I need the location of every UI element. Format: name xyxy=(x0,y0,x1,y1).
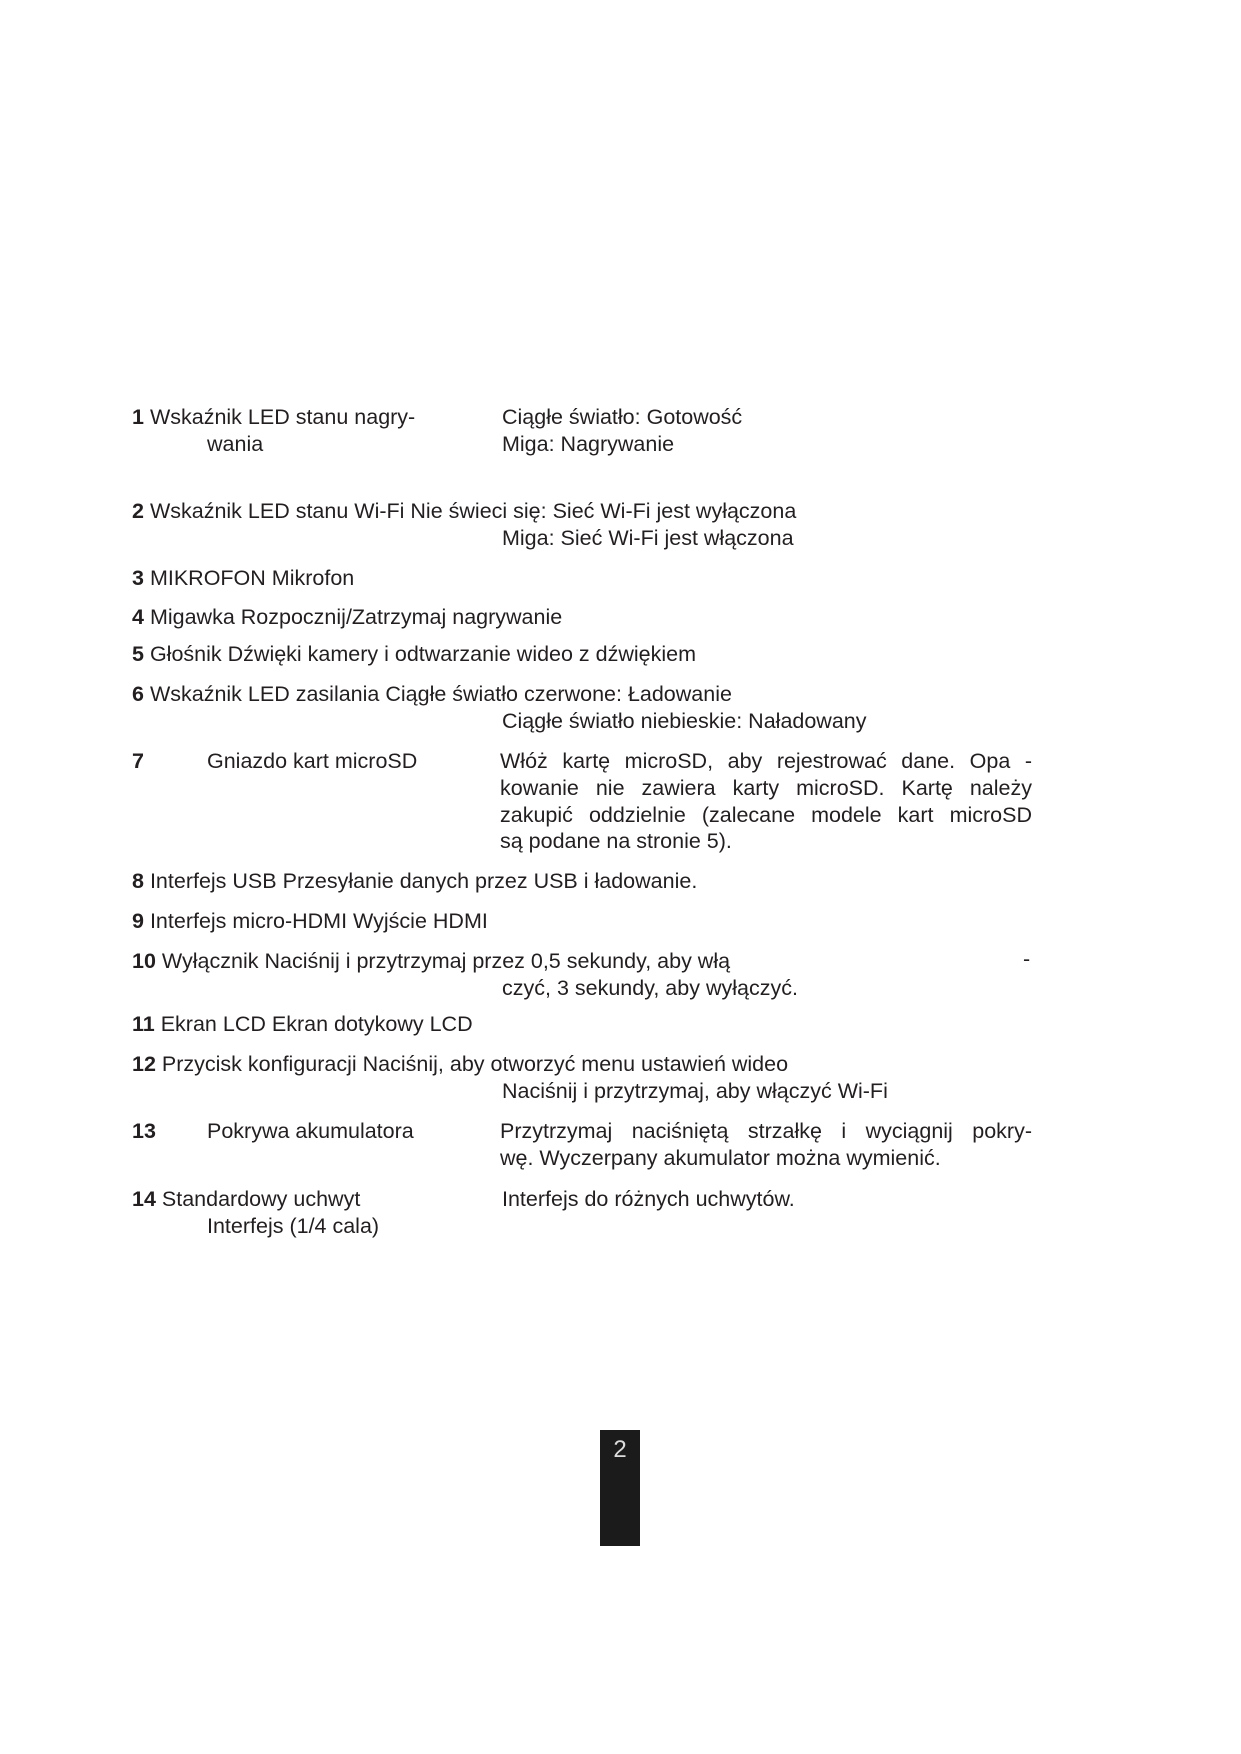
item-label: Przycisk konfiguracji xyxy=(161,1052,357,1076)
item-description: Naciśnij, aby otworzyć menu ustawień wideo xyxy=(362,1052,789,1076)
item-9-line-1 xyxy=(132,908,488,935)
item-3-line-1 xyxy=(132,565,354,592)
item-8-line-1 xyxy=(132,868,697,895)
item-4-line-1 xyxy=(132,604,562,631)
page-number-tab xyxy=(600,1430,640,1546)
item-2-line-1 xyxy=(132,498,796,525)
item-6-line-1 xyxy=(132,681,732,708)
item-label: Ekran LCD xyxy=(160,1012,266,1036)
page-number: 2 xyxy=(613,1436,627,1463)
item-description: Rozpocznij/Zatrzymaj nagrywanie xyxy=(240,605,563,629)
item-description: Ekran dotykowy LCD xyxy=(271,1012,473,1036)
item-number: 2 xyxy=(132,499,144,523)
item-12-line-1 xyxy=(132,1051,788,1078)
item-11-line-1 xyxy=(132,1011,473,1038)
item-13-description-line-1: Przytrzymaj naciśniętą strzałkę i wyciągnij pokry- xyxy=(500,1119,1032,1143)
item-description: Dźwięki kamery i odtwarzanie wideo z dźwiękiem xyxy=(227,642,697,666)
item-14-label-line-2: Interfejs (1/4 cala) xyxy=(207,1214,380,1238)
item-label: Gniazdo kart microSD xyxy=(207,749,418,773)
item-6-description-line-2: Ciągłe światło niebieskie: Naładowany xyxy=(502,709,867,733)
item-number: 12 xyxy=(132,1052,156,1076)
item-number: 9 xyxy=(132,909,144,933)
item-14-label-line-1 xyxy=(132,1186,360,1213)
item-number: 11 xyxy=(132,1012,155,1036)
item-description: Przesyłanie danych przez USB i ładowanie. xyxy=(282,869,698,893)
item-7-description-line-2: kowanie nie zawiera karty microSD. Kartę należy xyxy=(500,776,1032,800)
item-label: Migawka xyxy=(149,605,235,629)
item-label: MIKROFON xyxy=(149,566,266,590)
item-description: Wyjście HDMI xyxy=(353,909,488,933)
item-label: Wskaźnik LED stanu Wi-Fi xyxy=(149,499,405,523)
item-number: 1 xyxy=(132,405,144,429)
item-10-line-1 xyxy=(132,948,730,975)
item-label: Wyłącznik xyxy=(161,949,259,973)
item-10-hyphen: - xyxy=(1023,947,1031,971)
item-number: 7 xyxy=(132,749,144,773)
item-number: 3 xyxy=(132,566,144,590)
item-7-description-line-3: zakupić oddzielnie (zalecane modele kart microSD xyxy=(500,803,1032,827)
item-12-description-line-2: Naciśnij i przytrzymaj, aby włączyć Wi-Fi xyxy=(502,1079,888,1103)
item-number: 6 xyxy=(132,682,144,706)
item-number: 14 xyxy=(132,1187,156,1211)
item-1-label-line-1 xyxy=(132,404,415,431)
item-number: 8 xyxy=(132,869,144,893)
item-label: Głośnik xyxy=(149,642,222,666)
item-7-description-line-4: są podane na stronie 5). xyxy=(500,829,732,853)
item-description: Nie świeci się: Sieć Wi-Fi jest wyłączona xyxy=(410,499,797,523)
item-description: Naciśnij i przytrzymaj przez 0,5 sekundy, aby włą xyxy=(264,949,731,973)
item-label: Wskaźnik LED stanu nagry- xyxy=(149,405,416,429)
item-13-description-line-2: wę. Wyczerpany akumulator można wymienić. xyxy=(500,1146,941,1170)
item-1-description-line-2: Miga: Nagrywanie xyxy=(502,432,675,456)
item-description: Ciągłe światło czerwone: Ładowanie xyxy=(385,682,732,706)
item-description: Mikrofon xyxy=(271,566,355,590)
item-10-description-line-2: czyć, 3 sekundy, aby wyłączyć. xyxy=(502,976,798,1000)
item-number: 4 xyxy=(132,605,144,629)
item-1-description-line-1: Ciągłe światło: Gotowość xyxy=(502,405,743,429)
item-2-description-line-2: Miga: Sieć Wi-Fi jest włączona xyxy=(502,526,794,550)
item-label: Pokrywa akumulatora xyxy=(207,1119,414,1143)
item-number: 13 xyxy=(132,1119,156,1143)
item-label: Interfejs micro-HDMI xyxy=(149,909,348,933)
item-14-description-line-1: Interfejs do różnych uchwytów. xyxy=(502,1187,795,1211)
item-1-label-line-2: wania xyxy=(207,432,264,456)
item-7-description-line-1: Włóż kartę microSD, aby rejestrować dane. Opa - xyxy=(500,749,1032,773)
item-number: 5 xyxy=(132,642,144,666)
item-label: Standardowy uchwyt xyxy=(161,1187,361,1211)
item-label: Interfejs USB xyxy=(149,869,277,893)
item-5-line-1 xyxy=(132,641,696,668)
item-label: Wskaźnik LED zasilania xyxy=(149,682,380,706)
item-number: 10 xyxy=(132,949,156,973)
